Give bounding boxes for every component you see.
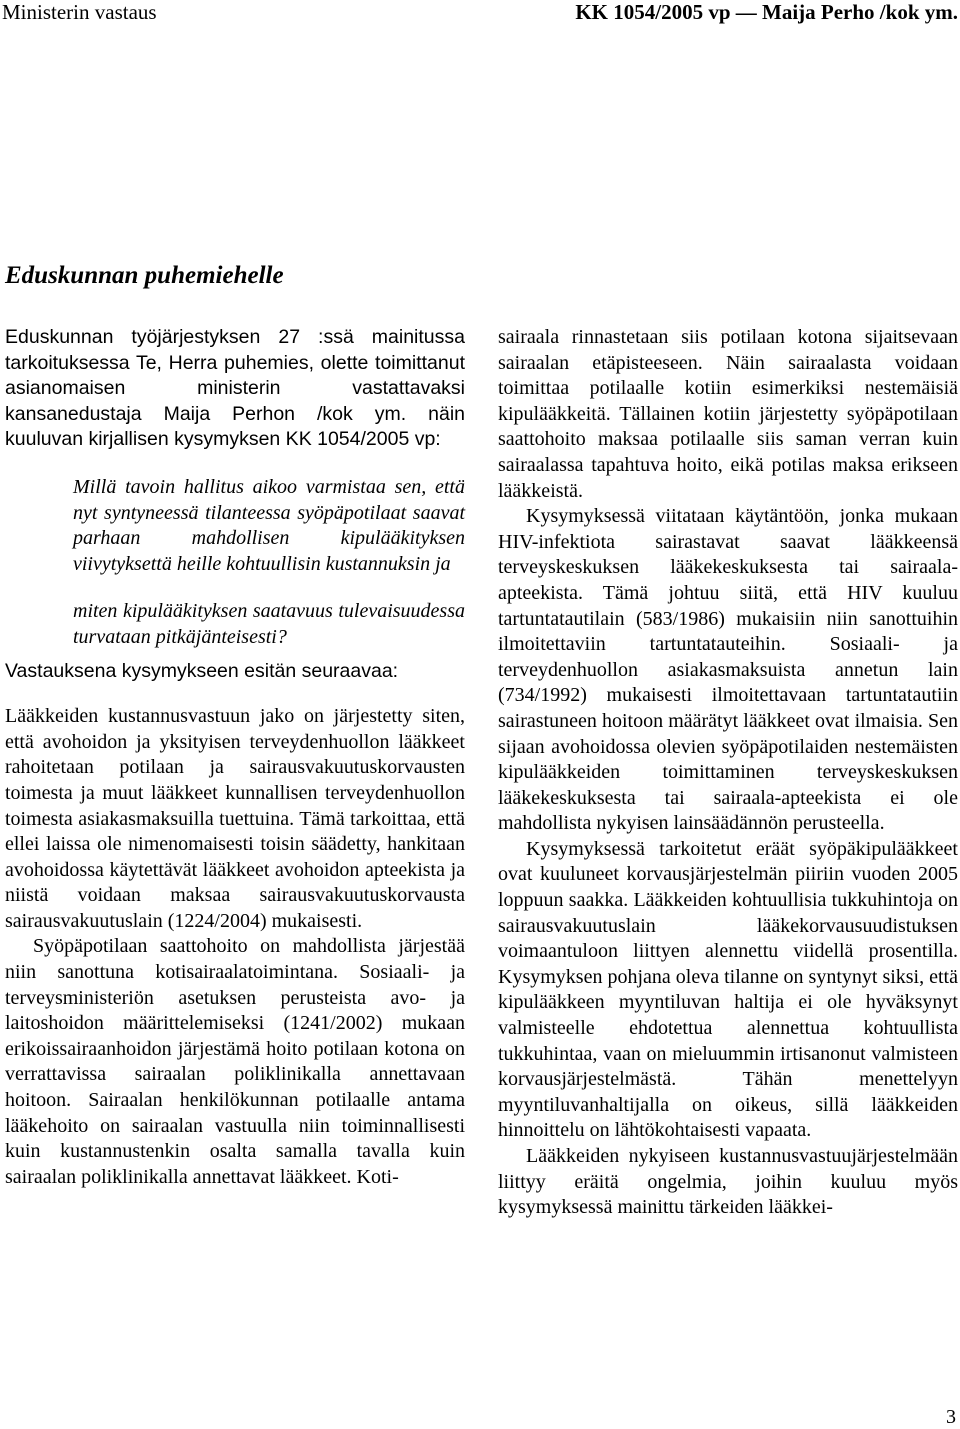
right-column: [498, 325, 958, 1221]
reply-intro: Vastauksena kysymykseen esitän seuraavaa:: [5, 659, 399, 682]
left-column: [5, 325, 465, 1190]
answer-paragraph-2: Syöpäpotilaan saattohoito on mahdollista järjestää niin sanottuna kotisairaalatoimintana. Sosiaali- ja terveysministeriön asetuksen perusteista avo- ja laitoshoidon määrittelemiseksi (1241/2002) mukaan erikoissairaanhoidon järjestämä hoito potilaan kotona on verrattavissa sairaalan poliklinikalla annettavaan hoitoon. Sairaalan henkilökunnan potilaalle antama lääkehoito on sairaalan vastuulla niin toiminnallisesti kuin kustannustenkin osalta samalla tavalla kuin sairaalan poliklinikalla annettavat lääkkeet. Koti-: [5, 935, 465, 1188]
salutation-heading: Eduskunnan puhemiehelle: [5, 262, 284, 289]
question-1: Millä tavoin hallitus aikoo varmistaa sen, että nyt syntyneessä tilanteessa syöpäpotilaat saavat parhaan mahdollisen kipulääkityksen viivytyksettä heille kohtuullisin kustannuksin ja: [73, 475, 465, 575]
question-2: miten kipulääkityksen saatavuus tulevaisuudessa turvataan pitkäjänteisesti?: [73, 600, 465, 648]
answer-paragraph-4: Kysymyksessä viitataan käytäntöön, jonka mukaan HIV-infektiota sairastavat saavat lääkkeensä terveyskeskuksen lääkekeskuksesta tai sairaala-apteekista. Tämä johtuu siitä, että HIV kuuluu tartuntatautilain (583/1986) mukaisiin niin sanottuihin ilmoitettaviin tartuntatauteihin. Sosiaali- ja terveydenhuollon asiakasmaksuista annetun lain (734/1992) mukaisesti ilmoitettavaan tartuntatautiin sairastuneen hoitoon määrätyt lääkkeet ovat ilmaisia. Sen sijaan avohoidossa olevien syöpäpotilaiden nestemäisten kipulääkkeiden toimittaminen terveyskeskuksen lääkekeskuksesta tai sairaala-apteekista ei ole mahdollista nykyisen lainsäädännön perusteella.: [498, 505, 958, 835]
answer-paragraph-5: Kysymyksessä tarkoitetut eräät syöpäkipulääkkeet ovat kuuluneet korvausjärjestelmän piiriin vuoden 2005 loppuun saakka. Lääkkeiden kohtuullisia tukkuhintoja on sairausvakuutuslain lääkekorvausuudistuksen voimaantuloon liittyen alennettu viidellä prosentilla. Kysymyksen pohjana oleva tilanne on syntynyt siksi, että kipulääkkeen myyntiluvan haltija ei ole hyväksynyt valmisteelle ehdotettua alennettua kohtuullista tukkuhintaa, vaan on mieluummin irtisanonut valmisteen korvausjärjestelmästä. Tähän menettelyyn myyntiluvanhaltijalla on oikeus, sillä lääkkeiden hinnoittelu on lähtökohtaisesti vapaata.: [498, 837, 958, 1142]
header-document-type: Ministerin vastaus: [2, 0, 157, 24]
answer-paragraph-1: Lääkkeiden kustannusvastuun jako on järjestetty siten, että avohoidon ja yksityisen terveydenhuollon lääkkeet rahoitetaan potilaan ja sairausvakuutuskorvausten toimesta ja muut lääkkeet kunnallisen terveydenhuollon toimesta asiakasmaksuilla tuettuina. Tämä tarkoittaa, että ellei laissa ole nimenomaisesti toisin säädetty, hankitaan avohoidossa käytettävät lääkkeet avohoidon apteekista ja niistä voidaan maksaa sairausvakuutuskorvausta sairausvakuutuslain (1224/2004) mukaisesti.: [5, 705, 465, 932]
answer-paragraph-6: Lääkkeiden nykyiseen kustannusvastuujärjestelmään liittyy eräitä ongelmia, joihin kuuluu myös kysymyksessä mainittu tärkeiden lääkkei-: [498, 1145, 958, 1219]
header-reference: KK 1054/2005 vp — Maija Perho /kok ym.: [575, 0, 958, 24]
intro-paragraph: Eduskunnan työjärjestyksen 27 :ssä mainitussa tarkoituksessa Te, Herra puhemies, olette toimittanut asianomaisen ministerin vastattavaksi kansanedustaja Maija Perhon /kok ym. näin kuuluvan kirjallisen kysymyksen KK 1054/2005 vp:: [5, 326, 465, 451]
answer-paragraph-3: sairaala rinnastetaan siis potilaan kotona sijaitsevaan sairaalan etäpisteeseen. Näin sairaalasta voidaan toimittaa potilaalle kotiin esimerkiksi nestemäisiä kipulääkkeitä. Tällainen kotiin järjestetty syöpäpotilaan saattohoito maksaa potilaalle siis saman verran kuin sairaalassa tapahtuva hoito, eikä potilas maksa erikseen lääkkeistä.: [498, 326, 958, 502]
page-number: 3: [946, 1406, 956, 1428]
